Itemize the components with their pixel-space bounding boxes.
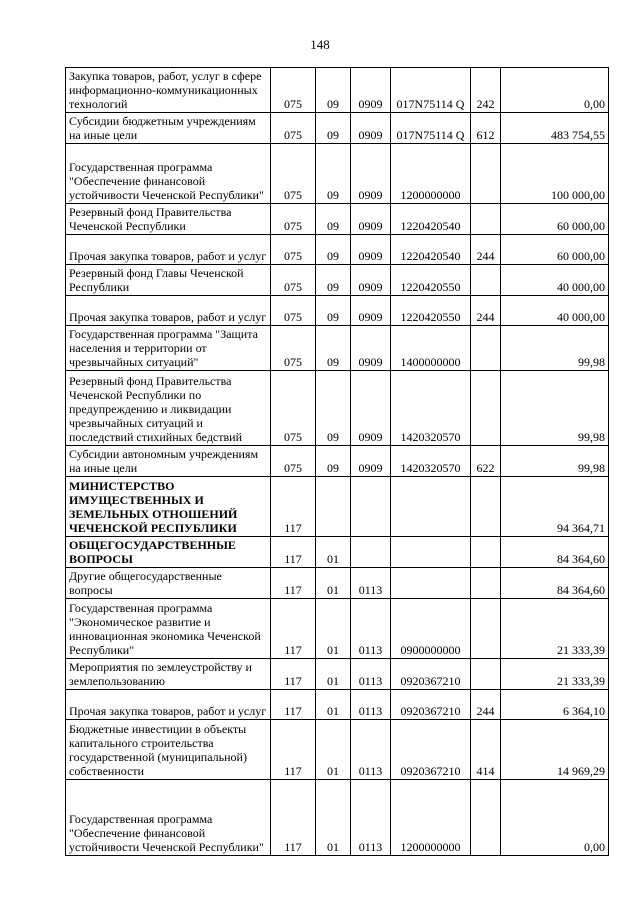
row-sum: 94 364,71 [501,477,609,537]
row-ved: 117 [271,568,316,599]
row-sum: 99,98 [501,371,609,446]
table-row [66,537,609,568]
row-rz: 01 [316,690,351,720]
row-csr: 1220420540 [391,235,471,265]
row-csr: 1220420540 [391,204,471,235]
row-ved: 117 [271,780,316,856]
row-pr: 0113 [351,780,391,856]
row-csr: 1420320570 [391,371,471,446]
row-name: Прочая закупка товаров, работ и услуг [66,235,271,265]
table-row [66,599,609,659]
row-vr [471,477,501,537]
row-name: Резервный фонд Главы Чеченской Республики [66,265,271,296]
row-sum: 0,00 [501,68,609,113]
row-ved: 117 [271,720,316,780]
table-row [66,113,609,144]
row-ved: 117 [271,690,316,720]
row-rz: 09 [316,144,351,204]
row-name: Государственная программа "Обеспечение финансовой устойчивости Чеченской Республики" [66,780,271,856]
row-vr: 244 [471,296,501,326]
row-ved: 075 [271,144,316,204]
row-name: Субсидии автономным учреждениям на иные цели [66,446,271,477]
row-name: Государственная программа "Защита населения и территории от чрезвычайных ситуаций" [66,326,271,371]
row-name: Прочая закупка товаров, работ и услуг [66,296,271,326]
row-rz: 09 [316,446,351,477]
row-name: МИНИСТЕРСТВО ИМУЩЕСТВЕННЫХ И ЗЕМЕЛЬНЫХ ОТНОШЕНИЙ ЧЕЧЕНСКОЙ РЕСПУБЛИКИ [66,477,271,537]
row-csr: 1220420550 [391,265,471,296]
row-vr: 242 [471,68,501,113]
row-pr: 0909 [351,446,391,477]
row-rz: 01 [316,720,351,780]
row-vr [471,568,501,599]
row-pr: 0909 [351,371,391,446]
row-pr: 0909 [351,326,391,371]
row-name: Прочая закупка товаров, работ и услуг [66,690,271,720]
row-ved: 075 [271,235,316,265]
row-vr [471,326,501,371]
row-sum: 84 364,60 [501,537,609,568]
row-vr: 414 [471,720,501,780]
row-vr [471,659,501,690]
row-ved: 117 [271,659,316,690]
row-csr [391,477,471,537]
table-row [66,144,609,204]
row-rz: 01 [316,780,351,856]
table-row [66,720,609,780]
row-vr: 244 [471,690,501,720]
row-vr [471,144,501,204]
row-name: Субсидии бюджетным учреждениям на иные цели [66,113,271,144]
table-row [66,690,609,720]
row-name: ОБЩЕГОСУДАРСТВЕННЫЕ ВОПРОСЫ [66,537,271,568]
row-vr: 612 [471,113,501,144]
row-rz: 09 [316,326,351,371]
row-rz: 09 [316,265,351,296]
row-ved: 117 [271,537,316,568]
table-row [66,296,609,326]
page-number: 148 [310,37,330,52]
row-pr: 0909 [351,113,391,144]
table-row [66,204,609,235]
row-vr [471,537,501,568]
row-pr: 0909 [351,296,391,326]
table-row [66,568,609,599]
row-rz: 09 [316,68,351,113]
row-name: Другие общегосударственные вопросы [66,568,271,599]
row-rz: 09 [316,235,351,265]
row-ved: 075 [271,446,316,477]
row-name: Бюджетные инвестиции в объекты капитального строительства государственной (муниципальной) собственности [66,720,271,780]
row-pr: 0113 [351,659,391,690]
table-row [66,68,609,113]
table-row [66,265,609,296]
row-pr: 0909 [351,204,391,235]
row-vr [471,599,501,659]
row-sum: 0,00 [501,780,609,856]
row-name: Государственная программа "Экономическое развитие и инновационная экономика Чеченской Республики" [66,599,271,659]
row-vr [471,371,501,446]
row-rz: 09 [316,371,351,446]
row-ved: 075 [271,371,316,446]
row-pr [351,537,391,568]
row-pr: 0113 [351,720,391,780]
row-sum: 14 969,29 [501,720,609,780]
row-ved: 117 [271,477,316,537]
row-sum: 40 000,00 [501,265,609,296]
row-pr: 0909 [351,235,391,265]
row-rz: 09 [316,296,351,326]
row-ved: 075 [271,265,316,296]
row-sum: 483 754,55 [501,113,609,144]
row-csr: 1200000000 [391,144,471,204]
row-csr: 0900000000 [391,599,471,659]
row-rz [316,477,351,537]
row-csr: 1200000000 [391,780,471,856]
row-pr: 0113 [351,568,391,599]
row-csr: 1400000000 [391,326,471,371]
row-csr: 1420320570 [391,446,471,477]
row-pr [351,477,391,537]
row-pr: 0909 [351,144,391,204]
row-rz: 09 [316,113,351,144]
row-pr: 0909 [351,265,391,296]
row-ved: 117 [271,599,316,659]
row-ved: 075 [271,68,316,113]
row-sum: 21 333,39 [501,659,609,690]
row-csr: 0920367210 [391,720,471,780]
row-sum: 6 364,10 [501,690,609,720]
row-csr [391,537,471,568]
table-row [66,235,609,265]
row-csr: 017N75114 Q [391,113,471,144]
row-name: Резервный фонд Правительства Чеченской Республики по предупреждению и ликвидации чрезвычайных ситуаций и последствий стихийных бедствий [66,371,271,446]
row-sum: 60 000,00 [501,204,609,235]
table-row [66,780,609,856]
row-name: Мероприятия по землеустройству и землепользованию [66,659,271,690]
row-vr: 622 [471,446,501,477]
table-row [66,477,609,537]
row-rz: 01 [316,659,351,690]
row-sum: 21 333,39 [501,599,609,659]
row-name: Государственная программа "Обеспечение финансовой устойчивости Чеченской Республики" [66,144,271,204]
row-pr: 0909 [351,68,391,113]
row-sum: 99,98 [501,446,609,477]
row-rz: 01 [316,568,351,599]
row-vr [471,780,501,856]
table-row [66,659,609,690]
row-pr: 0113 [351,690,391,720]
row-csr: 1220420550 [391,296,471,326]
row-name: Резервный фонд Правительства Чеченской Республики [66,204,271,235]
table-row [66,371,609,446]
row-ved: 075 [271,113,316,144]
row-sum: 40 000,00 [501,296,609,326]
row-sum: 84 364,60 [501,568,609,599]
table-row [66,326,609,371]
row-rz: 01 [316,599,351,659]
row-csr [391,568,471,599]
row-csr: 0920367210 [391,659,471,690]
row-sum: 60 000,00 [501,235,609,265]
row-csr: 0920367210 [391,690,471,720]
row-ved: 075 [271,296,316,326]
row-vr: 244 [471,235,501,265]
budget-table [65,67,609,856]
table-row [66,446,609,477]
row-csr: 017N75114 Q [391,68,471,113]
row-vr [471,204,501,235]
row-vr [471,265,501,296]
row-name: Закупка товаров, работ, услуг в сфере информационно-коммуникационных технологий [66,68,271,113]
row-pr: 0113 [351,599,391,659]
row-ved: 075 [271,204,316,235]
row-sum: 100 000,00 [501,144,609,204]
row-rz: 09 [316,204,351,235]
row-ved: 075 [271,326,316,371]
row-sum: 99,98 [501,326,609,371]
row-rz: 01 [316,537,351,568]
